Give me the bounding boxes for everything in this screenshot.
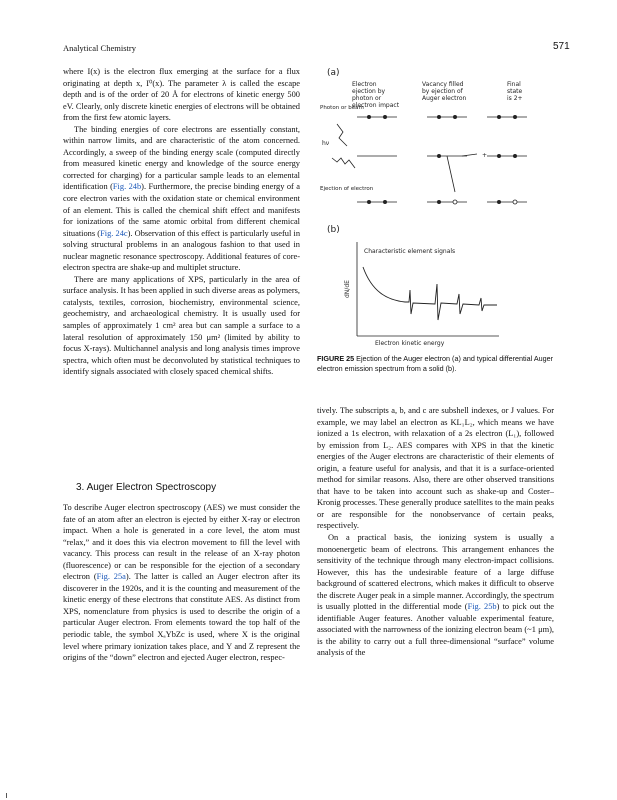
figure-link[interactable]: Fig. 24c [100,228,128,238]
journal-title: Analytical Chemistry [63,43,136,53]
paragraph-text: ) to pick out the identifiable Auger features. Another valuable experimental feature, associated with the narrowness of the ionizing electron beam (~1 μm), is the ability to carry out a full three-dimensional “surface” volume analysis of the [317,602,555,658]
paragraph: tively. The subscripts a, b, and c are subshell indexes, or J values. For example, we may label an electron as KL₁L₂, which means we have ionized a 1s electron, with relaxation of a 2s electron (L₁), followed by emission from L₂. AES compares with XPS in that the kinetic energies of the Auger electrons are characteristic of their elements of origin, a feature useful for analysis, and that it is a surface-oriented method for similar reasons. Also, there are other observed transitions that have to be taken into account such as shake-up and Coster–Kronig processes. These generally produce satellites to the main peaks or are responsible for the nonobservance of certain peaks, respectively. [317,406,554,531]
left-column [63,66,300,378]
paragraph: where I(x) is the electron flux emerging at the surface for a flux originating at depth x, I⁰(x). The parameter λ is called the escape depth and is of the order of 20 Å for electrons of kinetic energy 500 eV. Clearly, only discrete kinetic energies of electrons will be obtained from the first few atomic layers. [63,67,300,123]
paragraph [317,532,554,659]
energy-levels [357,117,527,202]
panel-b-label: (b) [327,225,340,235]
spectrum-trace [363,267,497,320]
column-header-vacancy: Vacancy filled by ejection of Auger electron [422,81,467,102]
charge-label: + [482,152,488,159]
signals-label: Characteristic element signals [364,248,456,255]
paragraph-text: The binding energies of core electrons are essentially constant, within narrow limits, and are characteristic of the atom concerned. Accordingly, a sweep of the binding energy scale (computed directly from measured kinetic energy and knowledge of the source energy corrected for charging) for a particular sample leads to an elemental identification ( [63,124,300,192]
paragraph-text: To describe Auger electron spectroscopy (AES) we must consider the fate of an atom after an electron is ejected by either X-ray or electron impact. When a hole is generated in a core level, the atom must “relax,” and it does this via electron movement to fill the level with vacancy. This process can result in the release of an X-ray photon (fluorescence) or can be responsible for the ejection of a secondary electron ( [63,503,300,582]
page-mark [6,793,7,798]
paragraph: There are many applications of XPS, particularly in the area of surface analysis. It has been applied in such diverse areas as polymers, catalysts, textiles, corrosion, biochemistry, environmental science, geochemistry, and archaeological chemistry. It is usually used for samples of approximately 1 cm² area but can sample a surface to a lateral resolution of approximately 150 μm² (limited by ability to focus X-rays). Multichannel analysis and long analysis times improve spectra, which often must be deconvoluted by statistical techniques to identify signals associated with closely spaced chemical shifts. [63,274,300,377]
paragraph [63,124,300,274]
figure-caption [317,354,554,373]
figure-link[interactable]: Fig. 25a [96,572,126,582]
column-header-ejection: Electron ejection by photon or electron impact [352,81,400,109]
figure-link[interactable]: Fig. 24b [112,182,142,192]
arrows [332,124,477,192]
section-heading: 3. Auger Electron Spectroscopy [76,482,217,493]
paragraph-text: ). Furthermore, the precise binding energy of a core electron varies with the oxidation state or chemical environment of an element. This is called the chemical shift effect and manifests for ionizations of the same atomic orbital from different chemical situations ( [63,182,300,238]
column-header-final: Final state is 2+ [507,81,523,102]
y-axis-label: dN/dE [344,280,351,298]
ejection-label: Ejection of electron [320,186,374,192]
panel-a-label: (a) [327,68,340,78]
paragraph-text: ). Observation of this effect is particularly useful in solving structural problems in an analogous fashion to that used in nuclear magnetic resonance spectroscopy. Additional features of core-electron spectra are shake-up and multiplet structure. [63,228,301,273]
right-column [317,405,554,659]
figure-link[interactable]: Fig. 25b [467,602,497,612]
paragraph-text: ). The latter is called an Auger electron after its discoverer in the 1920s, and it is the counting and measurement of the kinetic energy of these electrons that constitute AES. As distinct from XPS, nomenclature from physics is used to describe the origin of a particular Auger electron. From elements toward the top half of the periodic table, the symbol XₐYbZc is used, where X is the original level where primary ionization takes place, and Y and Z represent the origins of the “down” electron and ejected Auger electron, respec- [63,572,300,663]
x-axis-label: Electron kinetic energy [375,340,445,347]
paragraph-text: On a practical basis, the ionizing system is usually a monoenergetic beam of electrons. This arrangement enhances the sensitivity of the technique through many electron-impact collisions. However, this has the undesirable feature of a large diffuse background of scattered electrons, which makes it difficult to observe the discrete Auger peak in a simple manner. Accordingly, the spectrum is usually plotted in the differential mode ( [317,533,554,612]
hv-label: hν [322,140,330,147]
electrons [367,115,517,204]
caption-text: Ejection of the Auger electron (a) and typical differential Auger electron emission spectrum from a solid (b). [317,354,554,373]
left-column-section [63,502,300,664]
figure-25 [317,62,557,350]
page-number: 571 [553,41,570,52]
caption-label: FIGURE 25 [317,354,355,363]
paragraph [63,502,300,664]
spectrum-axes [357,242,499,336]
photon-beam-label: Photon or beam [320,105,364,111]
